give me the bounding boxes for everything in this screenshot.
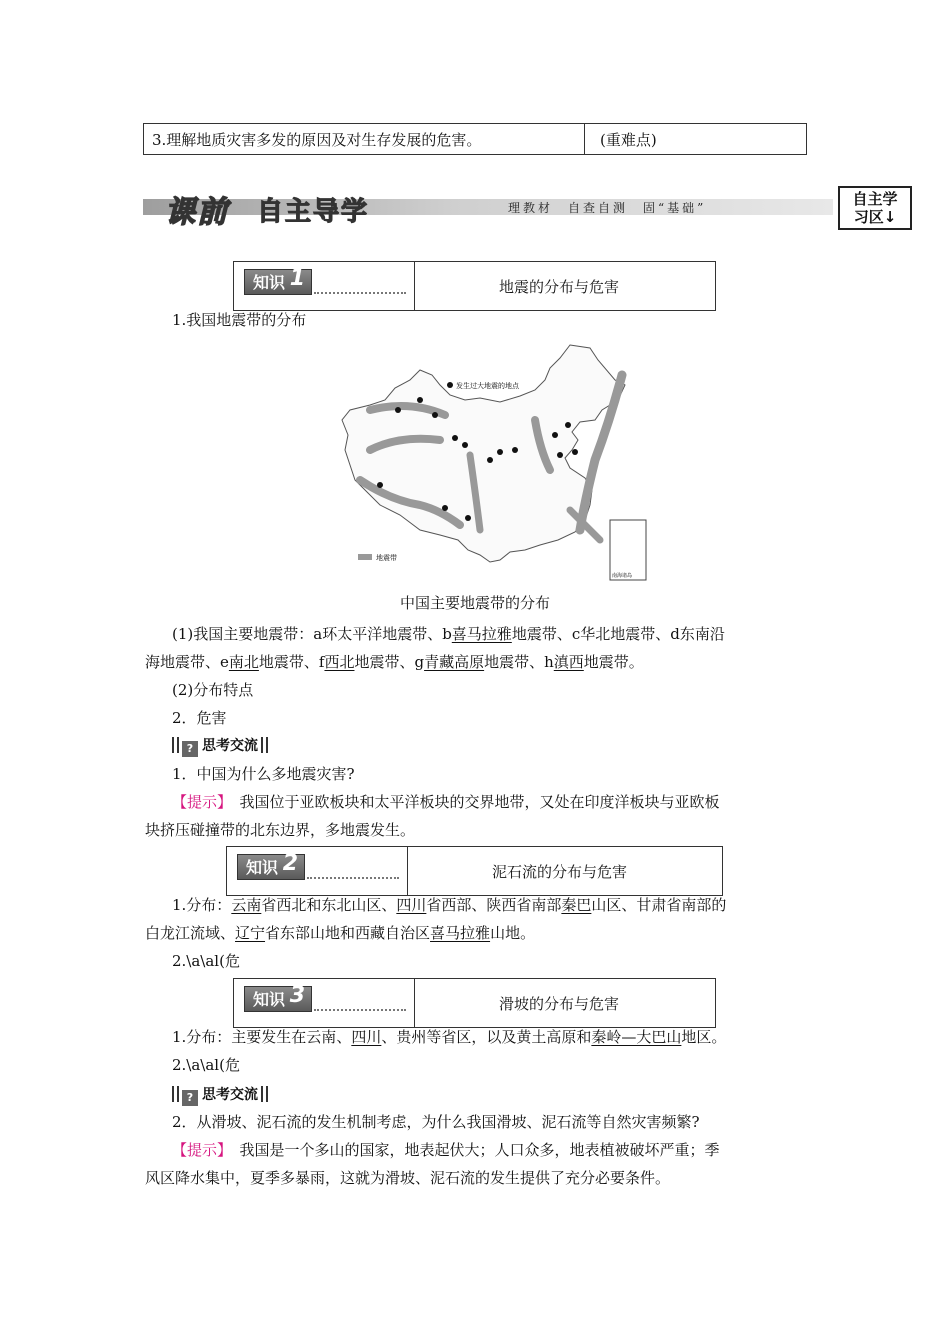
think2-answer2: 风区降水集中，夏季多暴雨，这就为滑坡、泥石流的发生提供了充分必要条件。 (145, 1169, 671, 1187)
k1-p4: 2．危害 (172, 709, 227, 727)
zone-line1: 自主学 (852, 190, 898, 208)
think2-question: 2．从滑坡、泥石流的发生机制考虑，为什么我国滑坡、泥石流等自然灾害频繁? (172, 1113, 700, 1131)
k1-item1: 1.我国地震带的分布 (172, 311, 307, 329)
knowledge3-badge-cell (234, 979, 415, 1027)
map-legend-dot-label: 发生过大地震的地点 (456, 382, 519, 390)
think2-tag: ? 思考交流 (172, 1081, 837, 1109)
map-inset-frame (610, 520, 646, 580)
knowledge1-badge (244, 266, 312, 295)
knowledge2-badge-cell (227, 847, 408, 895)
k1-p2: 海地震带、e南北地震带、f西北地震带、g青藏高原地震带、h滇西地震带。 (145, 653, 644, 671)
banner-title-big: 课前 (165, 195, 229, 230)
think1-answer1: 【提示】 我国位于亚欧板块和太平洋板块的交界地带，又处在印度洋板块与亚欧板 (172, 793, 720, 811)
banner-slogan: 理教材 自查自测 固“基础” (508, 201, 707, 215)
self-study-zone-link[interactable] (838, 186, 912, 230)
k1-p1: (1)我国主要地震带：a环太平洋地震带、b喜马拉雅地震带、c华北地震带、d东南沿 (172, 625, 725, 643)
map-caption: 中国主要地震带的分布 (399, 594, 550, 612)
knowledge3-badge-label: 知识 (253, 990, 286, 1009)
k1-p3: (2)分布特点 (172, 681, 254, 699)
knowledge2-badge (237, 851, 305, 880)
knowledge3-badge-number: 3 (289, 983, 305, 1008)
knowledge1-badge-number: 1 (289, 266, 305, 291)
knowledge3-header (233, 978, 716, 1028)
think1-answer2: 块挤压碰撞带的北东边界，多地震发生。 (145, 821, 416, 839)
knowledge1-header (233, 261, 716, 311)
think1-question: 1．中国为什么多地震灾害? (172, 765, 355, 783)
knowledge1-dots (314, 292, 406, 294)
banner-bar (143, 199, 833, 215)
section-banner (143, 185, 833, 230)
knowledge1-badge-label: 知识 (253, 273, 286, 292)
banner-title-small: 自主导学 (257, 197, 370, 227)
china-earthquake-map (340, 340, 650, 585)
k3-d1: 1.分布：主要发生在云南、四川、贵州等省区，以及黄土高原和秦岭—大巴山地区。 (172, 1028, 727, 1046)
knowledge3-badge (244, 983, 312, 1012)
objective-tag: (重难点) (600, 131, 657, 149)
knowledge2-dots (307, 877, 399, 879)
k2-d3: 2.\a\al(危 (172, 952, 240, 970)
k3-d2: 2.\a\al(危 (172, 1056, 240, 1074)
knowledge2-badge-label: 知识 (246, 858, 279, 877)
objective-table (143, 123, 807, 155)
map-legend-band-icon (358, 554, 372, 560)
question-icon: ? (182, 741, 198, 757)
k2-d1: 1.分布：云南省西北和东北山区、四川省西部、陕西省南部秦巴山区、甘肃省南部的 (172, 896, 727, 914)
think2-answer1: 【提示】 我国是一个多山的国家，地表起伏大；人口众多，地表植被破坏严重；季 (172, 1141, 720, 1159)
zone-line2: 习区↓ (853, 208, 897, 226)
knowledge1-title: 地震的分布与危害 (499, 278, 620, 296)
map-legend-dot-icon (447, 382, 453, 388)
map-legend-band-label: 地震带 (376, 554, 397, 562)
knowledge2-title: 泥石流的分布与危害 (492, 863, 628, 881)
map-inset-label: 南海诸岛 (612, 573, 633, 579)
knowledge2-badge-number: 2 (282, 851, 298, 876)
question-icon: ? (182, 1090, 198, 1106)
objective-item: 3.理解地质灾害多发的原因及对生存发展的危害。 (152, 131, 482, 149)
k2-d2: 白龙江流域、辽宁省东部山地和西藏自治区喜马拉雅山地。 (145, 924, 536, 942)
knowledge3-title: 滑坡的分布与危害 (499, 995, 620, 1013)
knowledge2-header (226, 846, 723, 896)
knowledge3-dots (314, 1009, 406, 1011)
knowledge1-badge-cell (234, 262, 415, 310)
think1-tag: ? 思考交流 (172, 732, 837, 760)
